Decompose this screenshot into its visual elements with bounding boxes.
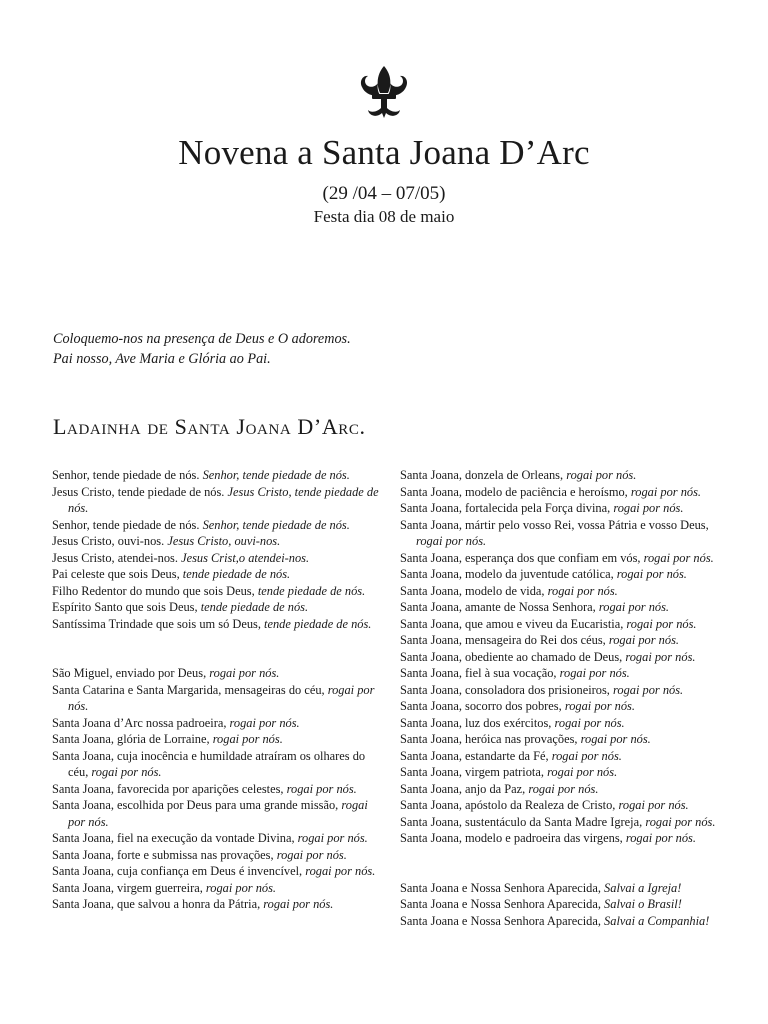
invocation-text: Santa Joana, forte e submissa nas provações, [52,847,274,862]
litany-line [52,880,382,897]
intro-text [53,329,351,369]
invocation-text: Santa Joana e Nossa Senhora Aparecida, [400,913,601,928]
response-text: rogai por nós. [528,781,599,796]
response-text: rogai por nós. [564,699,635,713]
invocation-text: Santa Joana, apóstolo da Realeza de Cristo, [400,798,616,812]
invocation-text: Filho Redentor do mundo que sois Deus, [52,583,255,598]
litany-line [52,797,382,830]
response-text: rogai por nós. [625,649,696,664]
response-text: rogai por nós. [68,798,368,829]
litany-line [52,896,382,913]
invocation-text: Santa Joana, modelo de vida, [400,583,545,598]
invocation-text: Santíssima Trindade que sois um só Deus, [52,616,261,631]
litany-line [400,665,730,682]
invocation-text: Santa Joana, anjo da Paz, [400,781,526,796]
invocation-text: Santa Joana, consoladora dos prisioneiros, [400,682,610,697]
litany-line [52,583,382,600]
litany-line [400,764,730,781]
response-text: rogai por nós. [613,682,684,697]
litany-line [400,698,730,715]
response-text: rogai por nós. [91,765,162,779]
response-text: rogai por nós. [618,798,689,812]
litany-line [400,517,730,550]
litany-line [52,550,382,567]
invocation-text: Santa Joana, modelo de paciência e heroísmo, [400,484,628,499]
response-text: rogai por nós. [229,715,300,730]
response-text: rogai por nós. [416,534,487,548]
litany-line [52,863,382,880]
spacer [400,863,730,880]
response-text: Salvai a Igreja! [604,880,682,895]
feast-date: Festa dia 08 de maio [313,207,455,226]
spacer [400,847,730,864]
response-text: Salvai a Companhia! [604,913,710,928]
invocation-text: Santa Joana, que salvou a honra da Pátria, [52,897,261,911]
litany-line [400,880,730,897]
invocation-text: Santa Joana, glória de Lorraine, [52,732,210,746]
litany-line [52,484,382,517]
response-text: rogai por nós. [625,831,696,845]
litany-line [400,814,730,831]
response-text: tende piedade de nós. [200,600,309,614]
litany-line [400,896,730,913]
response-text: tende piedade de nós. [264,616,372,631]
invocation-text: Santa Joana, esperança dos que confiam em vós, [400,550,641,565]
litany-left-column [52,467,382,913]
invocation-text: Santa Joana, virgem patriota, [400,765,544,779]
invocation-text: Santa Joana e Nossa Senhora Aparecida, [400,897,601,911]
fleur-de-lis-icon [355,64,413,120]
response-text: rogai por nós. [643,550,714,565]
response-text: rogai por nós. [551,748,622,763]
invocation-text: Santa Joana, cuja inocência e humildade atraíram os olhares do céu, [52,748,366,779]
invocation-text: Santa Joana, amante de Nossa Senhora, [400,600,596,614]
invocation-text: Senhor, tende piedade de nós. [52,468,200,482]
invocation-text: Santa Joana, modelo da juventude católica, [400,567,614,581]
invocation-text: Espírito Santo que sois Deus, [52,600,198,614]
litany-line [52,731,382,748]
response-text: rogai por nós. [212,732,283,746]
litany-line [52,847,382,864]
response-text: rogai por nós. [613,501,684,515]
invocation-text: Pai celeste que sois Deus, [52,567,180,581]
invocation-text: Santa Joana, luz dos exércitos, [400,715,552,730]
invocation-text: Jesus Cristo, atendei-nos. [52,550,178,565]
litany-line [52,517,382,534]
litany-line [400,500,730,517]
litany-line [52,599,382,616]
response-text: rogai por nós. [608,633,679,647]
response-text: rogai por nós. [205,880,277,895]
response-text: rogai por nós. [276,847,347,862]
invocation-text: Santa Catarina e Santa Margarida, mensageiras do céu, [52,682,325,697]
response-text: Senhor, tende piedade de nós. [202,517,350,532]
section-title: Ladainha de Santa Joana D’Arc. [53,414,366,439]
response-text: rogai por nós. [209,666,280,680]
invocation-text: Santa Joana, virgem guerreira, [52,880,203,895]
response-text: Jesus Cristo, tende piedade de nós. [68,484,379,515]
invocation-text: Senhor, tende piedade de nós. [52,517,200,532]
response-text: rogai por nós. [616,567,687,581]
litany-line [400,599,730,616]
invocation-text: Santa Joana, cuja confiança em Deus é invencível, [52,864,303,878]
invocation-text: Santa Joana, socorro dos pobres, [400,699,562,713]
invocation-text: Santa Joana, obediente ao chamado de Deus, [400,649,623,664]
response-text: tende piedade de nós. [182,567,291,581]
response-text: tende piedade de nós. [257,583,366,598]
invocation-text: Santa Joana, donzela de Orleans, [400,468,564,482]
response-text: rogai por nós. [554,715,625,730]
litany-line [400,649,730,666]
invocation-text: Santa Joana, favorecida por aparições celestes, [52,781,284,796]
response-text: Salvai o Brasil! [604,897,682,911]
response-text: rogai por nós. [263,897,334,911]
invocation-text: Santa Joana, escolhida por Deus para uma grande missão, [52,798,339,812]
invocation-text: Santa Joana, que amou e viveu da Eucaristia, [400,616,624,631]
litany-line [52,665,382,682]
litany-line [400,484,730,501]
response-text: rogai por nós. [580,732,651,746]
intro-line: Coloquemo-nos na presença de Deus e O adoremos. [53,331,351,347]
spacer [52,632,382,649]
litany-line [400,550,730,567]
invocation-text: Santa Joana e Nossa Senhora Aparecida, [400,880,601,895]
litany-line [52,467,382,484]
response-text: rogai por nós. [305,864,376,878]
litany-line [52,566,382,583]
litany-line [400,566,730,583]
invocation-text: Santa Joana, mensageira do Rei dos céus, [400,633,606,647]
litany-line [400,731,730,748]
litany-line [52,830,382,847]
litany-line [52,616,382,633]
litany-line [52,682,382,715]
litany-line [52,533,382,550]
litany-line [400,616,730,633]
page-title: Novena a Santa Joana D’Arc [178,133,590,172]
litany-line [400,715,730,732]
litany-line [400,632,730,649]
litany-line [400,781,730,798]
litany-line [400,748,730,765]
response-text: rogai por nós. [566,468,637,482]
response-text: rogai por nós. [547,765,618,779]
invocation-text: Santa Joana, fiel na execução da vontade Divina, [52,831,295,845]
response-text: rogai por nós. [630,484,701,499]
intro-line: Pai nosso, Ave Maria e Glória ao Pai. [53,351,271,367]
response-text: Jesus Crist,o atendei-nos. [181,550,310,565]
litany-line [400,797,730,814]
response-text: rogai por nós. [559,666,630,680]
litany-line [400,682,730,699]
invocation-text: Jesus Cristo, ouvi-nos. [52,534,165,548]
litany-line [52,748,382,781]
litany-line [400,583,730,600]
response-text: rogai por nós. [297,831,368,845]
invocation-text: Santa Joana, modelo e padroeira das virgens, [400,831,623,845]
litany-line [400,913,730,930]
response-text: Jesus Cristo, ouvi-nos. [167,534,281,548]
novena-dates: (29 /04 – 07/05) [322,183,446,204]
invocation-text: Santa Joana, fortalecida pela Força divina, [400,501,611,515]
invocation-text: Santa Joana, sustentáculo da Santa Madre Igreja, [400,814,643,829]
response-text: Senhor, tende piedade de nós. [202,468,350,482]
litany-line [400,467,730,484]
invocation-text: Santa Joana, heróica nas provações, [400,732,578,746]
litany-line [400,830,730,847]
response-text: rogai por nós. [626,616,697,631]
spacer [52,649,382,666]
response-text: rogai por nós. [286,781,357,796]
response-text: rogai por nós. [598,600,670,614]
invocation-text: Santa Joana d’Arc nossa padroeira, [52,715,227,730]
response-text: rogai por nós. [645,814,716,829]
invocation-text: São Miguel, enviado por Deus, [52,666,207,680]
invocation-text: Santa Joana, estandarte da Fé, [400,748,549,763]
response-text: rogai por nós. [68,682,375,713]
invocation-text: Jesus Cristo, tende piedade de nós. [52,484,225,499]
litany-line [52,781,382,798]
invocation-text: Santa Joana, mártir pelo vosso Rei, vossa Pátria e vosso Deus, [400,517,709,532]
litany-right-column [400,467,730,929]
litany-line [52,715,382,732]
response-text: rogai por nós. [547,583,618,598]
invocation-text: Santa Joana, fiel à sua vocação, [400,666,557,680]
